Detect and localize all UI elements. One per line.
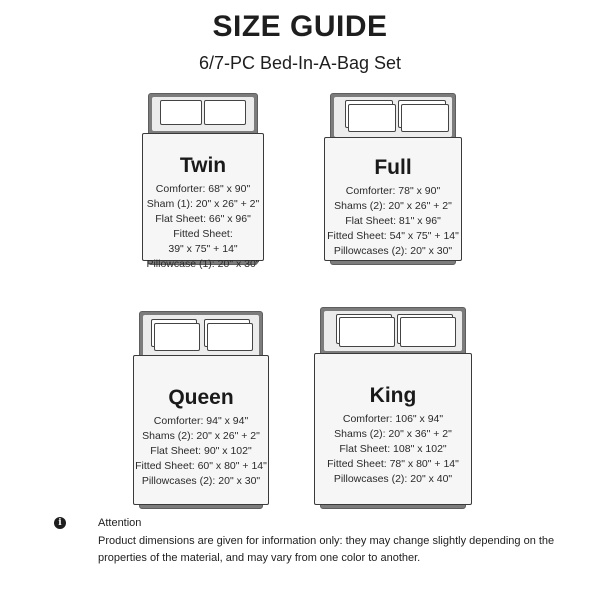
spec-line: 39" x 75" + 14": [168, 243, 238, 255]
page-subtitle: 6/7-PC Bed-In-A-Bag Set: [198, 53, 402, 73]
spec-line: Fitted Sheet:: [173, 228, 233, 240]
spec-line: Shams (2): 20" x 36" + 2": [334, 428, 452, 440]
bed-king: [320, 307, 466, 509]
spec-line: Pillowcases (2): 20" x 30": [333, 245, 453, 257]
pillow: [160, 100, 202, 125]
pillow: [207, 323, 253, 351]
attention-text: Product dimensions are given for information only: they may change slightly depending on the properties of the material, and may vary from one color to another.: [98, 535, 555, 564]
spec-line: Sham (1): 20" x 26" + 2": [146, 198, 260, 210]
spec-line: Flat Sheet: 81" x 96": [345, 215, 441, 227]
spec-line: Flat Sheet: 66" x 96": [155, 213, 251, 225]
spec-line: Pillowcases (2): 20" x 30": [141, 475, 261, 487]
pillow: [339, 317, 395, 347]
spec-line: Pillowcase (1): 20" x 30": [146, 258, 260, 270]
attention-note: [58, 515, 586, 567]
attention-title: Attention: [98, 517, 142, 529]
pillow: [400, 317, 456, 347]
comforter: [314, 353, 472, 505]
comforter: [324, 137, 462, 261]
pillow: [204, 100, 246, 125]
bed-name: Twin: [179, 154, 227, 177]
page-title: SIZE GUIDE: [212, 10, 388, 43]
pillow: [154, 323, 200, 351]
spec-line: Pillowcases (2): 20" x 40": [333, 473, 453, 485]
comforter: [142, 133, 264, 270]
bed-name: King: [369, 384, 417, 407]
spec-line: Shams (2): 20" x 26" + 2": [142, 430, 260, 442]
spec-line: Fitted Sheet: 54" x 75" + 14": [327, 230, 459, 242]
pillow: [348, 104, 396, 132]
spec-line: Flat Sheet: 90" x 102": [150, 445, 252, 457]
spec-line: Comforter: 106" x 94": [342, 413, 444, 425]
spec-line: Fitted Sheet: 60" x 80" + 14": [135, 460, 267, 472]
spec-line: Comforter: 78" x 90": [345, 185, 441, 197]
pillow: [401, 104, 449, 132]
spec-line: Flat Sheet: 108" x 102": [339, 443, 447, 455]
spec-line: Comforter: 68" x 90": [155, 183, 251, 195]
bed-name: Full: [374, 156, 412, 179]
spec-line: Shams (2): 20" x 26" + 2": [334, 200, 452, 212]
bed-name: Queen: [168, 386, 234, 409]
info-icon: i: [54, 517, 66, 529]
bed-twin: [146, 93, 260, 270]
bed-full: [327, 93, 459, 265]
comforter: [133, 355, 269, 505]
bed-queen: [135, 311, 267, 509]
spec-line: Fitted Sheet: 78" x 80" + 14": [327, 458, 459, 470]
spec-line: Comforter: 94" x 94": [153, 415, 249, 427]
